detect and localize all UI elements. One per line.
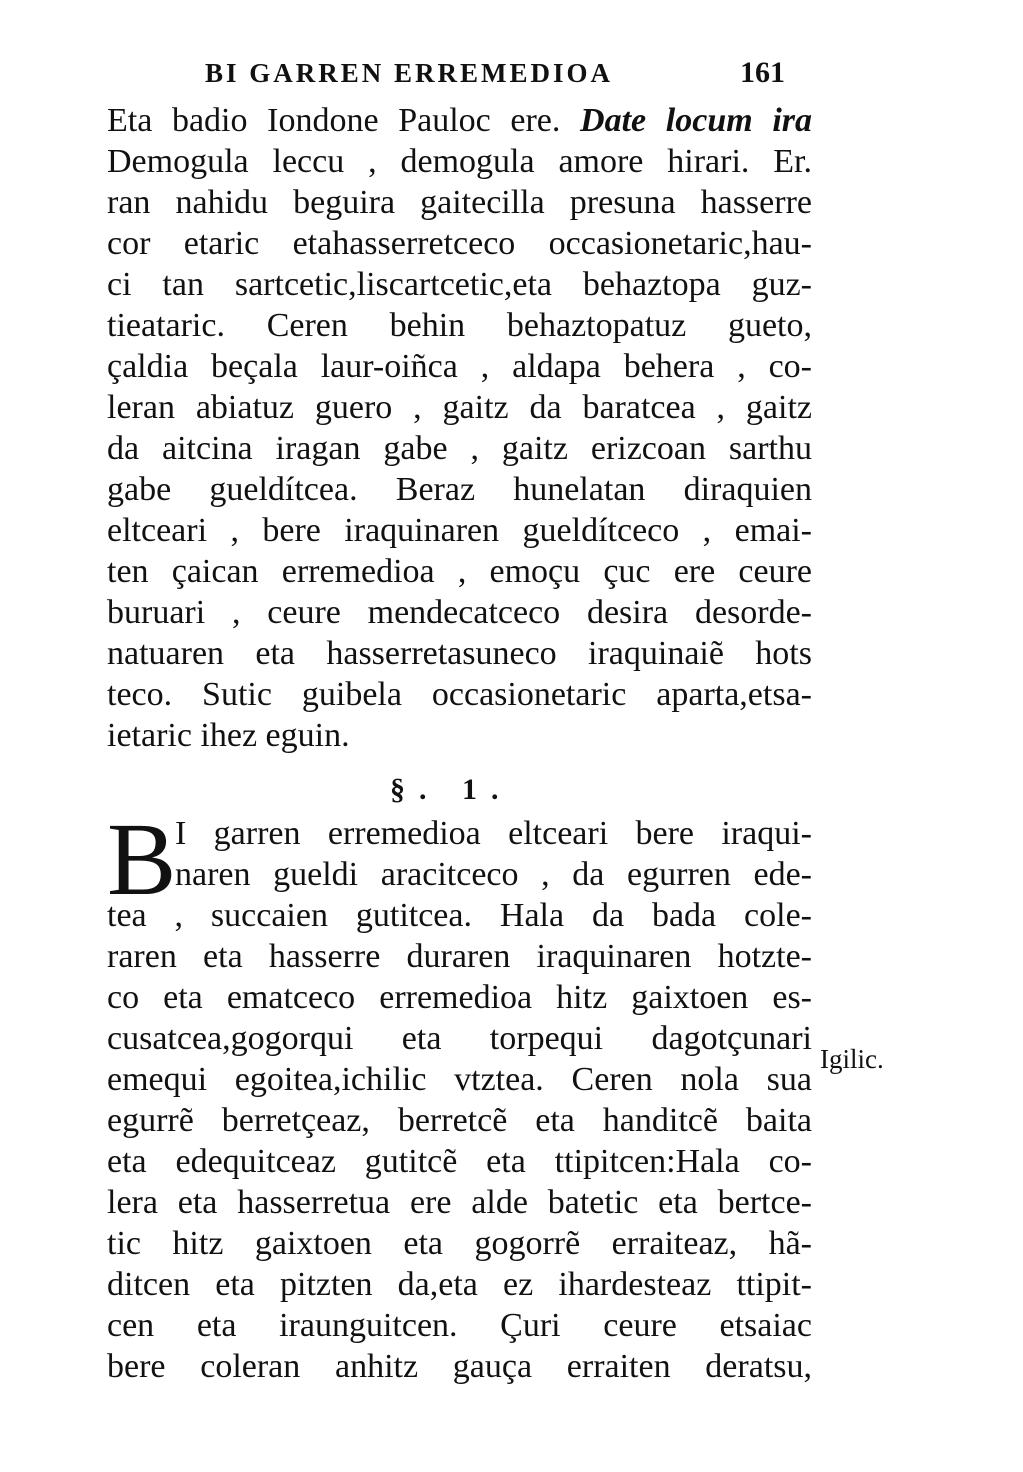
text-line: buruari , ceure mendecatceco desira desorde- bbox=[107, 594, 812, 631]
section-mark: §. 1. bbox=[390, 773, 513, 806]
text-line: leran abiatuz guero , gaitz da baratcea , gaitz bbox=[107, 389, 812, 426]
paragraph-one bbox=[107, 100, 812, 756]
text-line: cusatcea,gogorqui eta torpequi dagotçunari bbox=[107, 1020, 812, 1057]
text-line: naren gueldi aracitceco , da egurren ede- bbox=[175, 856, 812, 893]
text-line: egurrẽ berretçeaz, berretcẽ eta handitcẽ baita bbox=[107, 1102, 812, 1139]
margin-note: Igilic. bbox=[820, 1044, 884, 1074]
text-line-segment: Eta badio Iondone Pauloc ere. bbox=[107, 102, 581, 139]
text-line: da aitcina iragan gabe , gaitz erizcoan sarthu bbox=[107, 430, 812, 467]
text-line: ietaric ihez eguin. bbox=[107, 717, 350, 754]
drop-initial: B bbox=[107, 802, 177, 917]
text-line: natuaren eta hasserretasuneco iraquinaiẽ hots bbox=[107, 635, 812, 672]
text-line: tea , succaien gutitcea. Hala da bada cole- bbox=[107, 897, 812, 934]
text-line: bere coleran anhitz gauça erraiten deratsu, bbox=[107, 1348, 812, 1385]
text-line: tieataric. Ceren behin behaztopatuz gueto, bbox=[107, 307, 812, 344]
text-line: Demogula leccu , demogula amore hirari. Er. bbox=[107, 143, 812, 180]
text-line: cen eta iraunguitcen. Çuri ceure etsaiac bbox=[107, 1307, 812, 1344]
text-line: eltceari , bere iraquinaren gueldítceco , emai- bbox=[107, 512, 812, 549]
text-line: lera eta hasserretua ere alde batetic eta bertce- bbox=[107, 1184, 812, 1221]
text-line: çaldia beçala laur-oiñca , aldapa behera , co- bbox=[107, 348, 812, 385]
text-line: cor etaric etahasserretceco occasionetaric,hau- bbox=[107, 225, 812, 262]
text-line: eta edequitceaz gutitcẽ eta ttipitcen:Hala co- bbox=[107, 1143, 812, 1180]
latin-quotation: Date locum ira bbox=[580, 102, 813, 139]
text-line: tic hitz gaixtoen eta gogorrẽ erraiteaz, hã- bbox=[107, 1225, 812, 1262]
page-number: 161 bbox=[740, 56, 785, 89]
text-line: ditcen eta pitzten da,eta ez ihardesteaz ttipit- bbox=[107, 1266, 812, 1303]
running-title: BI GARREN ERREMEDIOA bbox=[205, 58, 614, 88]
paragraph-two bbox=[107, 802, 812, 1387]
text-line bbox=[107, 100, 812, 141]
text-line: ten çaican erremedioa , emoçu çuc ere ceure bbox=[107, 553, 812, 590]
text-line: teco. Sutic guibela occasionetaric aparta,etsa- bbox=[107, 676, 812, 713]
text-line: ran nahidu beguira gaitecilla presuna hasserre bbox=[107, 184, 812, 221]
text-line: gabe gueldítcea. Beraz hunelatan diraquien bbox=[107, 471, 812, 508]
text-line: co eta ematceco erremedioa hitz gaixtoen es- bbox=[107, 979, 812, 1016]
text-line: ci tan sartcetic,liscartcetic,eta behaztopa guz- bbox=[107, 266, 812, 303]
text-line: emequi egoitea,ichilic vtztea. Ceren nola sua bbox=[107, 1061, 812, 1098]
text-line: I garren erremedioa eltceari bere iraqui- bbox=[175, 815, 812, 852]
text-line: raren eta hasserre duraren iraquinaren hotzte- bbox=[107, 938, 812, 975]
running-head bbox=[205, 58, 785, 98]
